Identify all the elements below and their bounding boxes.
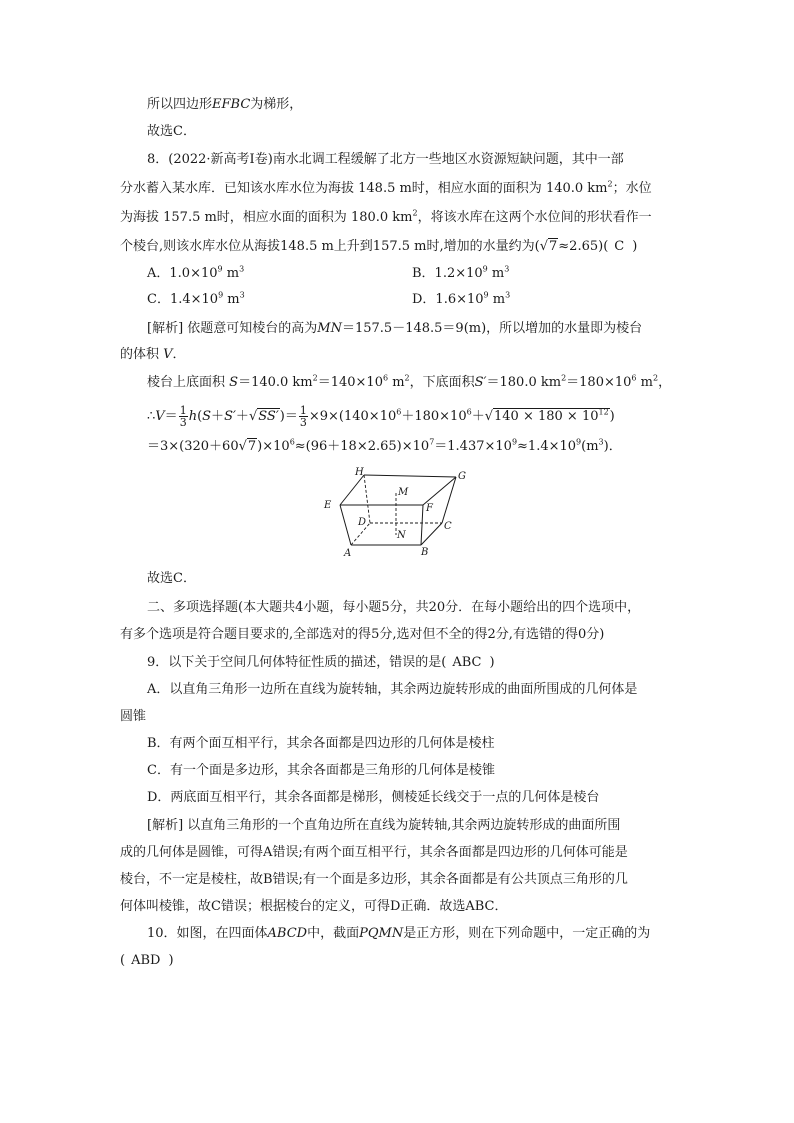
label-h: H [355, 467, 364, 478]
exponent: 7 [429, 437, 435, 447]
sqrt-icon: √ [484, 409, 493, 424]
text: 140 × 180 × 10 [494, 409, 599, 424]
text: A．1.0×10 [147, 266, 218, 281]
label-g: G [458, 471, 466, 482]
text: )． [603, 439, 622, 454]
radicand: 7 [247, 439, 257, 454]
text: ) [632, 239, 638, 254]
text: ( [197, 409, 203, 424]
text: m [636, 375, 653, 390]
text: ≈2.65)( [558, 239, 609, 254]
q9-option-c: C．有一个面是多边形，其余各面都是三角形的几何体是棱锥 [147, 763, 495, 778]
text: ＝ [164, 409, 178, 424]
var-text: MN [317, 321, 342, 336]
fraction [299, 405, 308, 428]
edge-ea [340, 505, 351, 545]
edge-gf [423, 477, 456, 505]
text: 所以四边形 [147, 97, 213, 112]
sol9-line-4: 何体叫棱锥，故C错误；根据棱台的定义，可得D正确．故选ABC． [120, 899, 508, 914]
denominator: 3 [299, 416, 307, 429]
edge-bc [421, 523, 442, 545]
sol9-line-1 [147, 817, 620, 835]
var-text: S′ [474, 375, 487, 390]
sqrt-icon: √ [248, 409, 258, 424]
text: 分水蓄入某水库．已知该水库水位为海拔 148.5 m时，相应水面的面积为 140.0 km [120, 181, 608, 196]
sol8-line-1 [147, 320, 642, 338]
sol9-line-3: 棱台，不一定是棱柱，故B错误;有一个面是多边形，其余各面都是有公共顶点三角形的几 [120, 872, 628, 887]
text: ，下底面积 [409, 375, 475, 390]
sol8-line-3 [147, 374, 671, 392]
q8-line-4 [120, 238, 637, 256]
text: 的体积 [120, 347, 160, 362]
answer: ABC [452, 655, 482, 670]
text: ． [172, 347, 186, 362]
text: )×10 [257, 439, 290, 454]
exponent: 2 [561, 373, 567, 383]
text: 以直角三角形的一个直角边所在直线为旋转轴,其余两边旋转形成的曲面所围 [183, 818, 621, 833]
text: ) [168, 953, 174, 968]
q8-line-3 [120, 209, 652, 227]
exponent: 2 [607, 179, 613, 189]
exponent: 6 [466, 407, 472, 417]
text: B．1.2×10 [412, 266, 483, 281]
label-d: D [358, 517, 367, 528]
answer-line-2: 故选C． [147, 571, 196, 586]
radicand: SS′ [258, 409, 279, 424]
label-c: C [444, 521, 452, 532]
var-text: S′ [224, 409, 236, 424]
numerator: 1 [179, 404, 187, 417]
text: ＋ [235, 409, 249, 424]
exponent: 9 [482, 264, 488, 274]
edge-fb [421, 505, 423, 545]
sqrt-icon: √ [238, 439, 247, 454]
q9-stem [147, 654, 495, 672]
text: 依题意可知棱台的高为 [183, 321, 318, 336]
text: ＝157.5－148.5＝9(m)，所以增加的水量即为棱台 [341, 321, 643, 336]
exponent: 6 [396, 407, 402, 417]
q9-option-a-cont: 圆锥 [120, 709, 147, 724]
text: D．1.6×10 [412, 292, 484, 307]
text: ≈(96＋18×2.65)×10 [294, 439, 430, 454]
exponent: 6 [631, 373, 637, 383]
q8-option-b [412, 265, 509, 283]
answer: C [614, 239, 625, 254]
var-text: V [163, 347, 173, 362]
edge-hd [364, 475, 370, 523]
text: ＝140.0 km [238, 375, 313, 390]
text: ，将该水库在这两个水位间的形状看作一 [417, 210, 652, 225]
section-2-heading: 二、多项选择题(本大题共4小题，每小题5分，共20分．在每小题给出的四个选项中， [147, 600, 641, 615]
text: 是正方形，则在下列命题中，一定正确的为 [403, 926, 651, 941]
edge-hg [364, 475, 456, 477]
text: ∴ [147, 409, 156, 424]
text: ＋180×10 [401, 409, 467, 424]
text: 为海拔 157.5 m时，相应水面的面积为 180.0 km [120, 210, 413, 225]
label-e: E [324, 500, 332, 511]
solution-label: [解析] [147, 818, 184, 833]
text: ＋ [211, 409, 225, 424]
text: ( [120, 953, 126, 968]
var-text: S [202, 409, 212, 424]
text: ) [609, 409, 615, 424]
exponent: 3 [505, 290, 511, 300]
q8-line-2 [120, 180, 652, 198]
text: (m [581, 439, 599, 454]
exponent: 2 [412, 208, 418, 218]
q9-option-b: B．有两个面互相平行，其余各面都是四边形的几何体是棱柱 [147, 736, 495, 751]
sol8-line-4 [147, 404, 615, 430]
text: ；水位 [612, 181, 652, 196]
text: 中，截面 [307, 926, 360, 941]
var-text: S [229, 375, 239, 390]
var-text: ABCD [267, 926, 308, 941]
exponent: 2 [652, 373, 659, 383]
q8-line-1: 8．(2022·新高考Ⅰ卷)南水北调工程缓解了北方一些地区水资源短缺问题，其中一部 [147, 152, 624, 167]
edge-gc [442, 477, 456, 523]
q8-option-d [412, 291, 510, 309]
text: ＝140×10 [317, 375, 383, 390]
exponent: 3 [239, 264, 245, 274]
sol8-line-2 [120, 346, 186, 364]
label-m: M [398, 487, 409, 498]
text: m [222, 266, 240, 281]
text: ×9×(140×10 [308, 409, 397, 424]
exponent: 3 [504, 264, 510, 274]
exponent: 3 [598, 437, 604, 447]
var-text: EFBC [212, 97, 251, 112]
label-b: B [421, 547, 429, 558]
sol8-line-5 [147, 438, 622, 456]
text: ＝1.437×10 [434, 439, 512, 454]
text: ， [658, 375, 672, 390]
q8-option-c [147, 291, 245, 309]
text: 10．如图，在四面体 [147, 926, 268, 941]
exponent: 2 [404, 373, 410, 383]
q9-option-a: A．以直角三角形一边所在直线为旋转轴，其余两边旋转形成的曲面所围成的几何体是 [147, 682, 638, 697]
var-text: h [188, 409, 198, 424]
q10-line-1 [147, 925, 650, 943]
exponent: 9 [576, 437, 582, 447]
sqrt-icon: √ [539, 239, 548, 254]
text: ＝3×(320＋60 [147, 439, 239, 454]
label-n: N [397, 530, 406, 541]
q10-line-2 [120, 952, 174, 970]
text: ＋ [471, 409, 485, 424]
text: m [388, 375, 405, 390]
exponent: 9 [217, 264, 223, 274]
text: 棱台上底面积 [147, 375, 226, 390]
denominator: 3 [179, 416, 187, 429]
text: ) [489, 655, 495, 670]
exponent: 9 [218, 290, 224, 300]
var-text: V [155, 409, 165, 424]
radicand: 7 [549, 239, 558, 254]
q9-option-d: D．两底面互相平行，其余各面都是梯形，侧棱延长线交于一点的几何体是棱台 [147, 790, 600, 805]
exponent: 9 [483, 290, 489, 300]
conclusion-line [147, 96, 302, 114]
answer-line-1: 故选C． [147, 124, 196, 139]
solution-label: [解析] [147, 321, 184, 336]
edge-eh [340, 475, 364, 505]
exponent: 3 [239, 290, 245, 300]
exponent: 6 [289, 437, 295, 447]
text: ＝180.0 km [486, 375, 562, 390]
exponent: 6 [382, 373, 389, 383]
text: 为梯形， [250, 97, 303, 112]
q8-option-a [147, 265, 244, 283]
section-2-heading-line-2: 有多个选项是符合题目要求的,全部选对的得5分,选对但不全的得2分,有选错的得0分) [120, 627, 605, 642]
fraction [179, 405, 188, 428]
var-text: PQMN [359, 926, 404, 941]
radicand [493, 408, 610, 424]
text: 9．以下关于空间几何体特征性质的描述，错误的是( [147, 655, 447, 670]
label-f: F [426, 503, 433, 514]
exponent: 12 [598, 407, 609, 417]
text: )＝ [279, 409, 298, 424]
text: m [223, 292, 240, 307]
text: m [487, 266, 505, 281]
text: ≈1.4×10 [517, 439, 577, 454]
answer: ABD [131, 953, 161, 968]
numerator: 1 [299, 404, 307, 417]
exponent: 2 [312, 373, 318, 383]
sol9-line-2: 成的几何体是圆锥，可得A错误;有两个面互相平行，其余各面都是四边形的几何体可能是 [120, 845, 628, 860]
label-a: A [344, 548, 352, 559]
text: m [488, 292, 506, 307]
frustum-figure [318, 465, 478, 561]
text: ＝180×10 [566, 375, 632, 390]
text: C．1.4×10 [147, 292, 219, 307]
text: 个棱台,则该水库水位从海拔148.5 m上升到157.5 m时,增加的水量约为( [120, 239, 540, 254]
exponent: 9 [511, 437, 518, 447]
